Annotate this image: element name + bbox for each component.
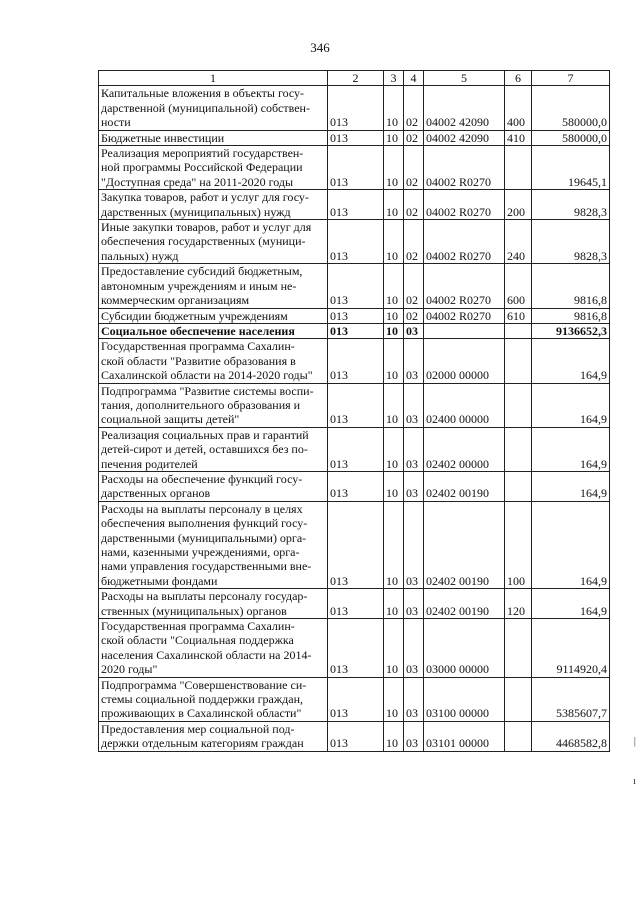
section-cell: 10: [384, 501, 404, 588]
amount-cell: 164,9: [532, 501, 610, 588]
section-cell: 10: [384, 323, 404, 338]
item-name-line: Иные закупки товаров, работ и услуг для: [101, 220, 312, 235]
admin-code-cell: 013: [328, 130, 384, 145]
amount-cell: 164,9: [532, 383, 610, 427]
section-cell: 10: [384, 146, 404, 190]
item-name-line: Государственная программа Сахалин-: [101, 619, 295, 634]
scan-edge-mark: |: [633, 735, 636, 747]
subsection-cell: 03: [404, 383, 424, 427]
item-name-line: Сахалинской области на 2014-2020 годы": [101, 368, 313, 383]
target-code-cell: 04002 R0270: [424, 264, 505, 308]
target-code-cell: 02402 00000: [424, 427, 505, 471]
item-name-line: Расходы на выплаты персоналу в целях: [101, 501, 303, 516]
admin-code-cell: 013: [328, 383, 384, 427]
item-name-cell: [99, 220, 328, 264]
amount-cell: 164,9: [532, 427, 610, 471]
amount-cell: 164,9: [532, 339, 610, 383]
admin-code-cell: 013: [328, 589, 384, 619]
expense-type-cell: [505, 323, 532, 338]
section-cell: 10: [384, 619, 404, 678]
admin-code-cell: 013: [328, 323, 384, 338]
admin-code-cell: 013: [328, 721, 384, 751]
section-cell: 10: [384, 471, 404, 501]
item-name-cell: [99, 264, 328, 308]
item-name-line: обеспечения выполнения функций госу-: [101, 516, 308, 531]
item-name-line: дарственными (муниципальными) орга-: [101, 530, 307, 545]
header-cell: 1: [99, 71, 328, 86]
item-name-line: печения родителей: [101, 456, 198, 471]
admin-code-cell: 013: [328, 308, 384, 323]
item-name-line: ной программы Российской Федерации: [101, 160, 303, 175]
table-row: [99, 146, 610, 190]
target-code-cell: 04002 R0270: [424, 146, 505, 190]
subsection-cell: 02: [404, 146, 424, 190]
section-cell: 10: [384, 190, 404, 220]
item-name-cell: [99, 308, 328, 323]
item-name-line: Капитальные вложения в объекты госу-: [101, 86, 305, 101]
subsection-cell: 02: [404, 86, 424, 130]
item-name-cell: [99, 721, 328, 751]
item-name-line: бюджетными фондами: [101, 573, 218, 588]
admin-code-cell: 013: [328, 146, 384, 190]
item-name-line: Бюджетные инвестиции: [101, 130, 225, 145]
expense-type-cell: [505, 619, 532, 678]
scan-edge-mark: ı: [632, 775, 636, 787]
expense-type-cell: [505, 383, 532, 427]
subsection-cell: 03: [404, 339, 424, 383]
item-name-line: Расходы на обеспечение функций госу-: [101, 471, 303, 486]
amount-cell: 19645,1: [532, 146, 610, 190]
target-code-cell: 02400 00000: [424, 383, 505, 427]
expense-type-cell: 600: [505, 264, 532, 308]
item-name-line: обеспечения государственных (муници-: [101, 234, 306, 249]
target-code-cell: 03101 00000: [424, 721, 505, 751]
item-name-line: социальной защиты детей": [101, 412, 240, 427]
table-row: [99, 323, 610, 338]
item-name-line: ственных (муниципальных) органов: [101, 603, 287, 618]
item-name-line: проживающих в Сахалинской области": [101, 706, 302, 721]
subsection-cell: 03: [404, 619, 424, 678]
item-name-cell: [99, 339, 328, 383]
table-row: [99, 220, 610, 264]
amount-cell: 9816,8: [532, 308, 610, 323]
item-name-line: Реализация мероприятий государствен-: [101, 146, 304, 161]
amount-cell: 9136652,3: [532, 323, 610, 338]
amount-cell: 9828,3: [532, 190, 610, 220]
subsection-cell: 03: [404, 427, 424, 471]
subsection-cell: 03: [404, 471, 424, 501]
amount-cell: 5385607,7: [532, 677, 610, 721]
item-name-line: Государственная программа Сахалин-: [101, 339, 295, 354]
amount-cell: 4468582,8: [532, 721, 610, 751]
section-cell: 10: [384, 86, 404, 130]
amount-cell: 580000,0: [532, 86, 610, 130]
table-row: [99, 339, 610, 383]
item-name-cell: [99, 471, 328, 501]
target-code-cell: 03100 00000: [424, 677, 505, 721]
expense-type-cell: 200: [505, 190, 532, 220]
expense-type-cell: [505, 471, 532, 501]
item-name-line: Расходы на выплаты персоналу государ-: [101, 589, 308, 604]
admin-code-cell: 013: [328, 471, 384, 501]
table-row: [99, 383, 610, 427]
header-row: [99, 71, 610, 86]
expense-type-cell: [505, 677, 532, 721]
target-code-cell: 03000 00000: [424, 619, 505, 678]
table-row: [99, 130, 610, 145]
admin-code-cell: 013: [328, 339, 384, 383]
item-name-cell: [99, 589, 328, 619]
subsection-cell: 02: [404, 190, 424, 220]
subsection-cell: 03: [404, 721, 424, 751]
table-row: [99, 677, 610, 721]
subsection-cell: 02: [404, 264, 424, 308]
section-cell: 10: [384, 339, 404, 383]
budget-table: [98, 70, 610, 752]
item-name-line: 2020 годы": [101, 662, 158, 677]
subsection-cell: 03: [404, 501, 424, 588]
item-name-line: Социальное обеспечение населения: [101, 323, 295, 338]
item-name-line: Субсидии бюджетным учреждениям: [101, 308, 288, 323]
item-name-cell: [99, 146, 328, 190]
target-code-cell: 04002 42090: [424, 86, 505, 130]
item-name-line: дарственной (муниципальной) собствен-: [101, 100, 310, 115]
item-name-line: ской области "Развитие образования в: [101, 353, 296, 368]
target-code-cell: 04002 R0270: [424, 220, 505, 264]
section-cell: 10: [384, 130, 404, 145]
item-name-line: детей-сирот и детей, оставшихся без по-: [101, 442, 308, 457]
target-code-cell: [424, 323, 505, 338]
expense-type-cell: 100: [505, 501, 532, 588]
admin-code-cell: 013: [328, 501, 384, 588]
header-cell: 5: [424, 71, 505, 86]
target-code-cell: 04002 R0270: [424, 190, 505, 220]
item-name-line: Предоставление субсидий бюджетным,: [101, 264, 303, 279]
table-row: [99, 589, 610, 619]
amount-cell: 580000,0: [532, 130, 610, 145]
target-code-cell: 02000 00000: [424, 339, 505, 383]
expense-type-cell: [505, 146, 532, 190]
subsection-cell: 03: [404, 589, 424, 619]
section-cell: 10: [384, 383, 404, 427]
section-cell: 10: [384, 220, 404, 264]
header-cell: 4: [404, 71, 424, 86]
item-name-cell: [99, 323, 328, 338]
header-cell: 3: [384, 71, 404, 86]
subsection-cell: 02: [404, 308, 424, 323]
item-name-line: автономным учреждениям и иным не-: [101, 278, 297, 293]
item-name-line: ности: [101, 115, 131, 130]
amount-cell: 9828,3: [532, 220, 610, 264]
amount-cell: 9816,8: [532, 264, 610, 308]
header-cell: 6: [505, 71, 532, 86]
item-name-line: нами управления государственными вне-: [101, 559, 312, 574]
section-cell: 10: [384, 264, 404, 308]
header-cell: 2: [328, 71, 384, 86]
table-row: [99, 86, 610, 130]
section-cell: 10: [384, 427, 404, 471]
item-name-cell: [99, 501, 328, 588]
subsection-cell: 03: [404, 677, 424, 721]
table-row: [99, 308, 610, 323]
item-name-cell: [99, 190, 328, 220]
header-cell: 7: [532, 71, 610, 86]
item-name-line: Предоставления мер социальной под-: [101, 721, 295, 736]
table-row: [99, 427, 610, 471]
admin-code-cell: 013: [328, 427, 384, 471]
admin-code-cell: 013: [328, 86, 384, 130]
table-row: [99, 721, 610, 751]
item-name-line: населения Сахалинской области на 2014-: [101, 647, 312, 662]
item-name-cell: [99, 427, 328, 471]
expense-type-cell: [505, 339, 532, 383]
item-name-line: ской области "Социальная поддержка: [101, 633, 294, 648]
expense-type-cell: [505, 721, 532, 751]
section-cell: 10: [384, 308, 404, 323]
target-code-cell: 02402 00190: [424, 589, 505, 619]
item-name-line: тания, дополнительного образования и: [101, 397, 301, 412]
subsection-cell: 02: [404, 220, 424, 264]
expense-type-cell: [505, 427, 532, 471]
item-name-line: коммерческим организациям: [101, 293, 250, 308]
table-row: [99, 264, 610, 308]
amount-cell: 164,9: [532, 589, 610, 619]
item-name-cell: [99, 677, 328, 721]
page-number: 346: [310, 40, 330, 55]
expense-type-cell: 240: [505, 220, 532, 264]
admin-code-cell: 013: [328, 190, 384, 220]
item-name-line: "Доступная среда" на 2011-2020 годы: [101, 174, 294, 189]
subsection-cell: 03: [404, 323, 424, 338]
table-row: [99, 501, 610, 588]
item-name-line: пальных) нужд: [101, 248, 179, 263]
item-name-line: стемы социальной поддержки граждан,: [101, 692, 304, 707]
target-code-cell: 04002 R0270: [424, 308, 505, 323]
table-row: [99, 471, 610, 501]
admin-code-cell: 013: [328, 220, 384, 264]
amount-cell: 9114920,4: [532, 619, 610, 678]
item-name-line: Реализация социальных прав и гарантий: [101, 427, 309, 442]
target-code-cell: 02402 00190: [424, 501, 505, 588]
table-row: [99, 190, 610, 220]
amount-cell: 164,9: [532, 471, 610, 501]
section-cell: 10: [384, 677, 404, 721]
item-name-cell: [99, 86, 328, 130]
item-name-line: нами, казенными учреждениями, орга-: [101, 545, 300, 559]
item-name-cell: [99, 619, 328, 678]
expense-type-cell: 610: [505, 308, 532, 323]
admin-code-cell: 013: [328, 264, 384, 308]
admin-code-cell: 013: [328, 619, 384, 678]
expense-type-cell: 120: [505, 589, 532, 619]
expense-type-cell: 410: [505, 130, 532, 145]
item-name-line: дарственных органов: [101, 486, 211, 501]
section-cell: 10: [384, 589, 404, 619]
item-name-line: держки отдельным категориям граждан: [101, 736, 304, 751]
target-code-cell: 04002 42090: [424, 130, 505, 145]
target-code-cell: 02402 00190: [424, 471, 505, 501]
section-cell: 10: [384, 721, 404, 751]
item-name-line: Подпрограмма "Совершенствование си-: [101, 677, 307, 692]
item-name-cell: [99, 130, 328, 145]
subsection-cell: 02: [404, 130, 424, 145]
admin-code-cell: 013: [328, 677, 384, 721]
expense-type-cell: 400: [505, 86, 532, 130]
item-name-cell: [99, 383, 328, 427]
item-name-line: Подпрограмма "Развитие системы воспи-: [101, 383, 314, 398]
item-name-line: дарственных (муниципальных) нужд: [101, 204, 291, 219]
table-row: [99, 619, 610, 678]
item-name-line: Закупка товаров, работ и услуг для госу-: [101, 190, 309, 205]
